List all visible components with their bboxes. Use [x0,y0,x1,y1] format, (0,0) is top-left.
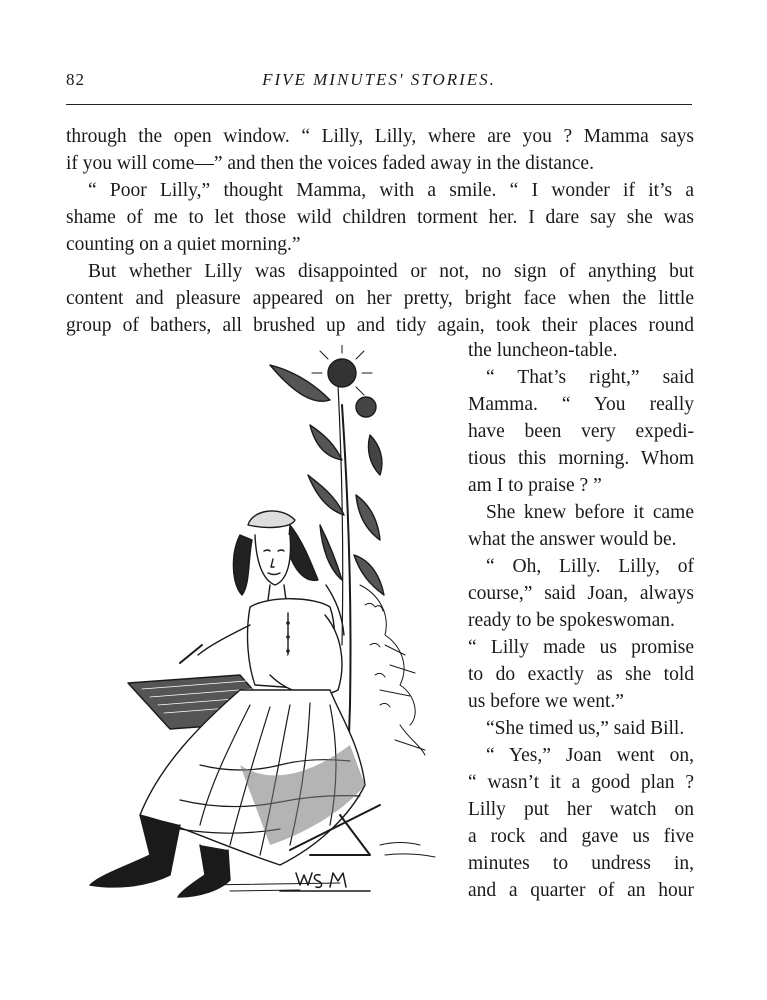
body-column-line: “ Lilly made us promise [468,637,694,658]
body-column-line: minutes to undress in, [468,853,694,874]
body-column-line: to do exactly as she told [468,664,694,685]
page-number: 82 [66,70,85,89]
body-full-line: But whether Lilly was disappointed or not, no sign of anything but [88,261,694,282]
body-column-line: and a quarter of an hour [468,880,694,901]
body-full-line: if you will come—” and then the voices faded away in the distance. [66,153,594,174]
artist-signature-monogram [280,873,370,891]
body-text-full-width [66,123,694,339]
body-column-line: course,” said Joan, always [468,583,694,604]
illustration-girl-sketching [80,345,460,900]
body-column-line: “ Yes,” Joan went on, [486,745,694,766]
body-column-line: She knew before it came [486,502,694,523]
body-column-line: the luncheon-table. [468,340,618,361]
body-column-line: “ That’s right,” said [486,367,694,388]
body-column-line: Mamma. “ You really [468,394,694,415]
body-full-line: “ Poor Lilly,” thought Mamma, with a smile. “ I wonder if it’s a [88,180,694,201]
running-title: FIVE MINUTES' STORIES. [262,70,496,89]
body-full-line: group of bathers, all brushed up and tidy again, took their places round [66,315,694,336]
body-column-line: “ Oh, Lilly. Lilly, of [486,556,694,577]
body-column-line: Lilly put her watch on [468,799,694,820]
body-column-line: a rock and gave us five [468,826,694,847]
body-column-line: “ wasn’t it a good plan ? [468,772,694,793]
body-full-line: content and pleasure appeared on her pretty, bright face when the little [66,288,694,309]
body-column-line: ready to be spokeswoman. [468,610,675,631]
body-column-line: have been very expedi- [468,421,694,442]
body-column-line: us before we went.” [468,691,624,712]
body-column-line: am I to praise ? ” [468,475,602,496]
body-full-line: shame of me to let those wild children torment her. I dare say she was [66,207,694,228]
body-column-line: “She timed us,” said Bill. [486,718,685,739]
body-full-line: through the open window. “ Lilly, Lilly, where are you ? Mamma says [66,126,694,147]
bushes [360,585,425,755]
header-rule [66,104,692,105]
body-text-column [468,337,694,904]
body-full-line: counting on a quiet morning.” [66,234,301,255]
body-column-line: what the answer would be. [468,529,677,550]
page-header [66,70,692,92]
body-column-line: tious this morning. Whom [468,448,694,469]
